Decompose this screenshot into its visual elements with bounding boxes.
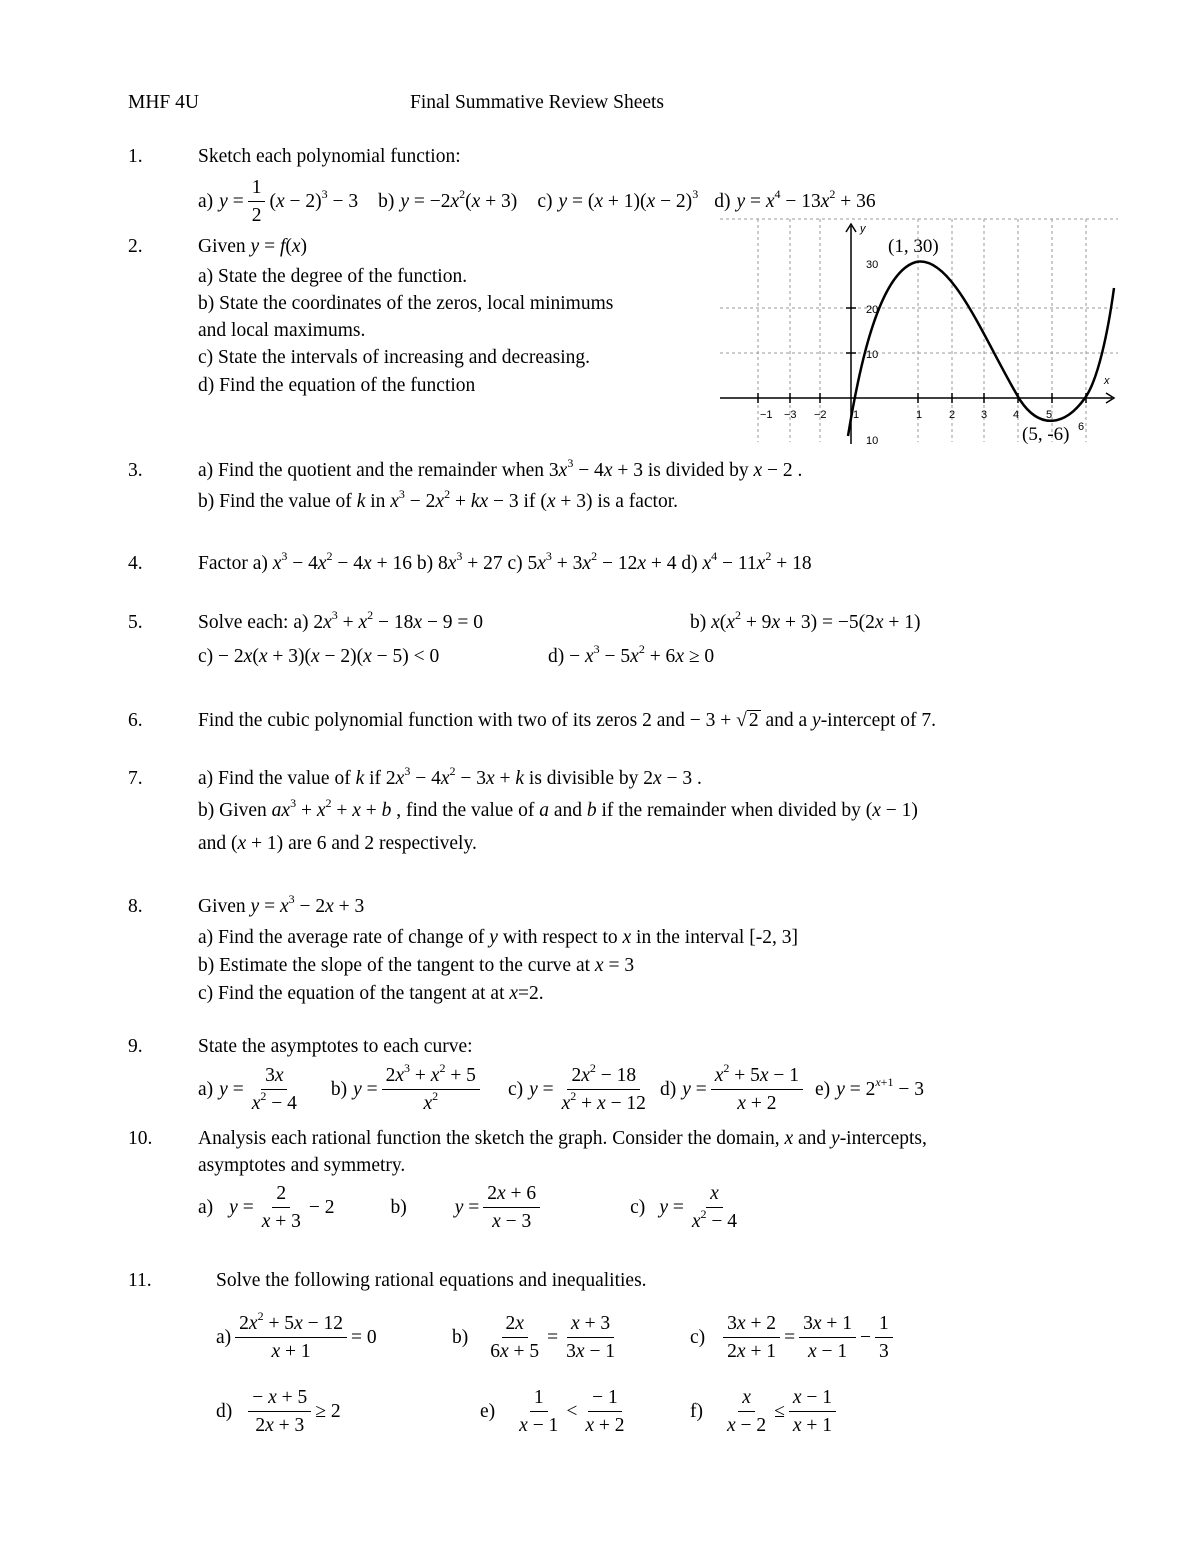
- question-number: 6.: [128, 710, 143, 731]
- question-11-part-a: a) $\frac{2x^2 + 5x - 12}{x + 1}$ = 0: [216, 1309, 377, 1363]
- question-number: 2.: [128, 236, 143, 257]
- question-6: Find the cubic polynomial function with two of its zeros 2 and − 3 + √ 2 and a y-intercept of 7.: [198, 710, 937, 731]
- question-7-part-b: b) Given $ax^3 + x^2 + x + b$ , find the value of a and b if the remainder when divided by (x − 1): [198, 796, 918, 821]
- question-9-parts: a) y = $\frac{3x}{x^2 - 4}$ b) y = $\frac{2x^3 + x^2 + 5}{x^2}$ c) y = $\frac{2x^2 - 18}{x^2 + x - 12}$ d) y = $\frac{x^2 + 5x - 1}{x + 2}$ e) $y = 2^{x+1} - 3$: [198, 1061, 924, 1115]
- question-number: 8.: [128, 896, 143, 917]
- y-tick-label: 10: [866, 435, 879, 444]
- question-2-part-b-cont: and local maximums.: [198, 320, 366, 341]
- max-point-label: (1, 30): [888, 236, 939, 257]
- question-2-given: Given y = f(x): [198, 236, 308, 257]
- x-tick-label: 5: [1046, 409, 1053, 421]
- y-axis-label: y: [860, 223, 866, 235]
- x-tick-label: −3: [784, 409, 797, 421]
- question-8-part-b: b) Estimate the slope of the tangent to the curve at x = 3: [198, 955, 635, 976]
- question-2-part-c: c) State the intervals of increasing and decreasing.: [198, 347, 591, 368]
- question-number: 9.: [128, 1036, 143, 1057]
- question-5-part-c: c) − 2x(x + 3)(x − 2)(x − 5) < 0: [198, 646, 440, 667]
- question-11-part-e: e) $\frac{1}{x - 1}$ < $\frac{- 1}{x + 2}$: [480, 1387, 625, 1437]
- y-tick-label: 20: [866, 304, 879, 316]
- question-11-prompt: Solve the following rational equations and inequalities.: [216, 1270, 647, 1291]
- question-7-part-b-cont: and (x + 1) are 6 and 2 respectively.: [198, 833, 477, 854]
- y-tick-label: 30: [866, 259, 879, 271]
- question-8-part-a: a) Find the average rate of change of y with respect to x in the interval [-2, 3]: [198, 927, 798, 948]
- x-tick-label: 4: [1013, 409, 1020, 421]
- fraction: $\frac{1}{2}$: [248, 176, 266, 228]
- question-11-part-c: c) $\frac{3x + 2}{2x + 1}$ = $\frac{3x + 1}{x - 1}$ − $\frac{1}{3}$: [690, 1312, 897, 1364]
- question-10-line-2: asymptotes and symmetry.: [198, 1155, 406, 1176]
- question-11-part-b: b) $\frac{2x}{6x + 5}$ = $\frac{x + 3}{3x - 1}$: [452, 1313, 616, 1363]
- question-3-part-a: a) Find the quotient and the remainder when $3x^3 - 4x + 3$ is divided by x − 2 .: [198, 456, 803, 481]
- min-point-label: (5, -6): [1022, 424, 1070, 444]
- y-tick-label: 10: [866, 349, 879, 361]
- question-10-line-1: Analysis each rational function the sketch the graph. Consider the domain, x and y-intercepts,: [198, 1128, 927, 1149]
- question-9-prompt: State the asymptotes to each curve:: [198, 1036, 473, 1057]
- question-number: 3.: [128, 460, 143, 481]
- x-axis-label: x: [1104, 375, 1110, 387]
- question-8-part-c: c) Find the equation of the tangent at at x=2.: [198, 983, 544, 1004]
- page-title: Final Summative Review Sheets: [410, 92, 665, 113]
- course-code: MHF 4U: [128, 92, 199, 113]
- question-5-part-b: b) $x(x^2 + 9x + 3) = -5(2x + 1)$: [690, 608, 921, 633]
- question-2-part-d: d) Find the equation of the function: [198, 375, 476, 396]
- question-1-parts: a) y = $\frac{1}{2}$ $(x - 2)^3 - 3$ b) $y = -2x^2(x + 3)$ c) $y = (x + 1)(x - 2)^3$ d) $y = x^4 - 13x^2 + 36$: [198, 177, 876, 227]
- question-7-part-a: a) Find the value of k if $2x^3 - 4x^2 - 3x + k$ is divisible by 2x − 3 .: [198, 764, 702, 789]
- question-4: Factor a) $x^3 - 4x^2 - 4x + 16$ b) $8x^3 + 27$ c) $5x^3 + 3x^2 - 12x + 4$ d) $x^4 - 11x^2 + 18$: [198, 549, 812, 574]
- question-2-part-b: b) State the coordinates of the zeros, local minimums: [198, 293, 614, 314]
- question-5-line-1: Solve each: a) $2x^3 + x^2 - 18x - 9 = 0$: [198, 608, 484, 633]
- x-tick-label: 1: [916, 409, 923, 421]
- question-11-part-f: f) $\frac{x}{x - 2}$ ≤ $\frac{x - 1}{x + 1}$: [690, 1386, 840, 1438]
- question-10-parts: a) y = $\frac{2}{x + 3}$ − 2 b) y = $\frac{2x + 6}{x - 3}$ c) y = $\frac{x}{x^2 - 4}$: [198, 1183, 737, 1233]
- x-tick-label: 6: [1078, 421, 1085, 433]
- x-tick-label: −2: [814, 409, 827, 421]
- x-tick-label: −1: [760, 409, 773, 421]
- question-1-prompt: Sketch each polynomial function:: [198, 146, 461, 167]
- x-tick-label: 1: [853, 409, 860, 421]
- question-number: 7.: [128, 768, 143, 789]
- x-tick-label: 3: [981, 409, 988, 421]
- question-2-part-a: a) State the degree of the function.: [198, 266, 468, 287]
- question-8-given: Given $y = x^3 - 2x + 3$: [198, 892, 365, 917]
- question-5-part-d: $d) - x^3 - 5x^2 + 6x \ge 0$: [548, 642, 715, 667]
- x-tick-label: 2: [949, 409, 956, 421]
- question-number: 1.: [128, 146, 143, 167]
- question-number: 10.: [128, 1128, 153, 1149]
- question-number: 5.: [128, 612, 143, 633]
- question-number: 4.: [128, 553, 143, 574]
- polynomial-graph: [720, 212, 1118, 444]
- question-number: 11.: [128, 1270, 152, 1291]
- question-3-part-b: b) Find the value of k in $x^3 - 2x^2$ + kx − 3 if (x + 3) is a factor.: [198, 487, 679, 512]
- question-11-part-d: d) $\frac{- x + 5}{2x + 3}$ ≥ 2: [216, 1387, 341, 1437]
